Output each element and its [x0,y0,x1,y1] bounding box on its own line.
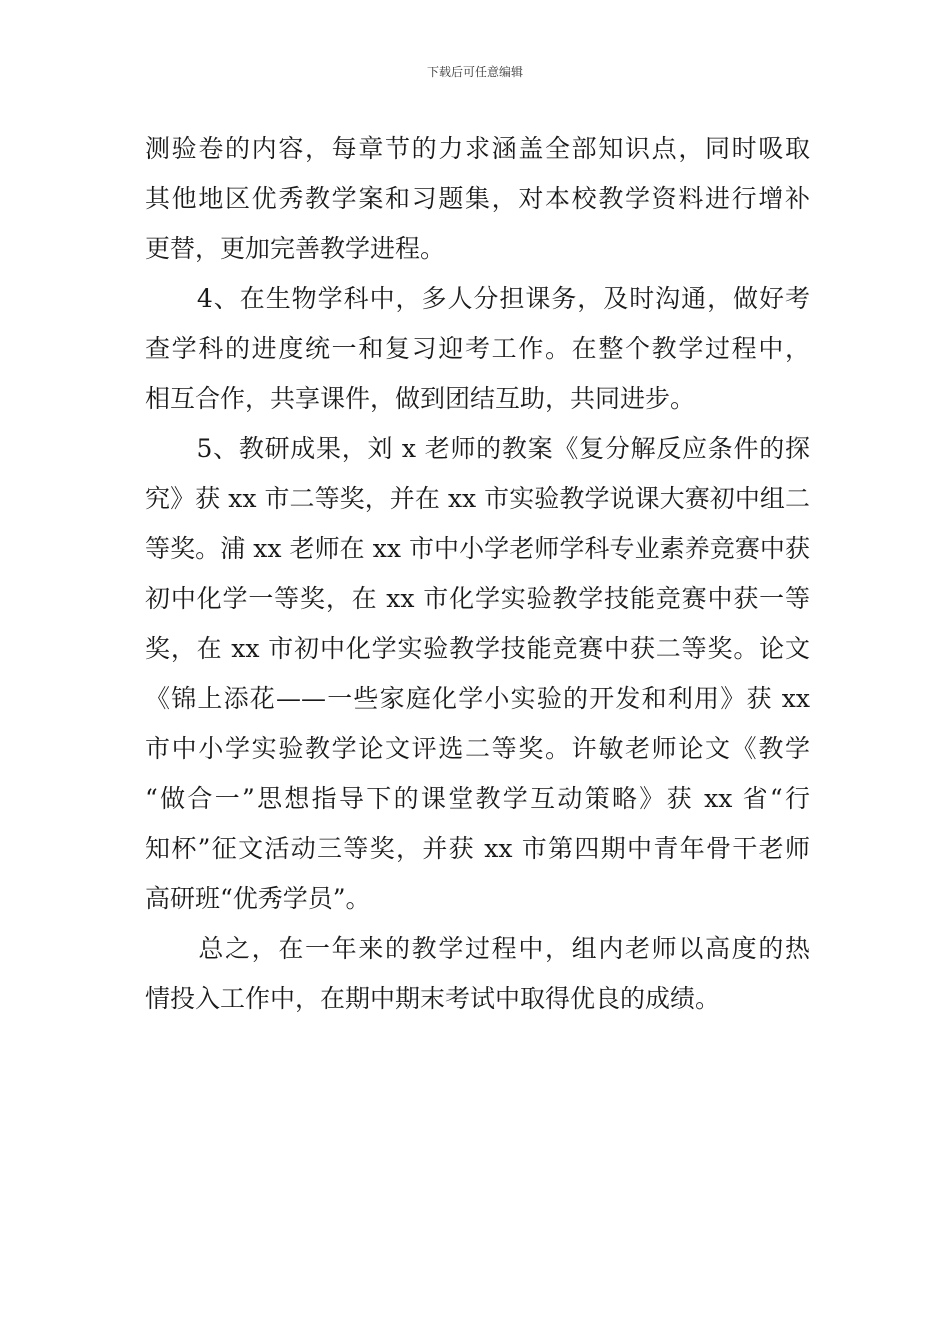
paragraph-line: 知杯”征文活动三等奖，并获 xx 市第四期中青年骨干老师 [145,834,810,863]
paragraph-line: 等奖。浦 xx 老师在 xx 市中小学老师学科专业素养竞赛中获 [145,534,810,563]
paragraph-3 [145,424,810,924]
document-body [145,124,810,1024]
paragraph-line: 市中小学实验教学论文评选二等奖。许敏老师论文《教学 [145,734,810,763]
paragraph-line: 更替，更加完善教学进程。 [145,234,446,263]
paragraph-line: 查学科的进度统一和复习迎考工作。在整个教学过程中， [145,334,810,363]
paragraph-line: 其他地区优秀教学案和习题集，对本校教学资料进行增补 [145,184,810,213]
paragraph-line: 究》获 xx 市二等奖，并在 xx 市实验教学说课大赛初中组二 [145,484,810,513]
paragraph-line: 测验卷的内容，每章节的力求涵盖全部知识点，同时吸取 [145,134,810,163]
paragraph-line: 奖，在 xx 市初中化学实验教学技能竞赛中获二等奖。论文 [145,634,810,663]
paragraph-line: 总之，在一年来的教学过程中，组内老师以高度的热 [145,934,810,963]
paragraph-line: 4、在生物学科中，多人分担课务，及时沟通，做好考 [145,284,810,313]
paragraph-line: 《锦上添花——一些家庭化学小实验的开发和利用》获 xx [145,684,810,713]
paragraph-line: 高研班“优秀学员”。 [145,884,371,913]
paragraph-line: 情投入工作中，在期中期末考试中取得优良的成绩。 [145,984,721,1013]
page-header: 下载后可任意编辑 [426,65,523,79]
paragraph-2 [145,274,810,424]
paragraph-4 [145,924,810,1024]
paragraph-line: 初中化学一等奖，在 xx 市化学实验教学技能竞赛中获一等 [145,584,810,613]
paragraph-line: 5、教研成果，刘 x 老师的教案《复分解反应条件的探 [145,434,810,463]
paragraph-line: “做合一”思想指导下的课堂教学互动策略》获 xx 省“行 [145,784,810,813]
paragraph-1 [145,124,810,274]
paragraph-line: 相互合作，共享课件，做到团结互助，共同进步。 [145,384,696,413]
